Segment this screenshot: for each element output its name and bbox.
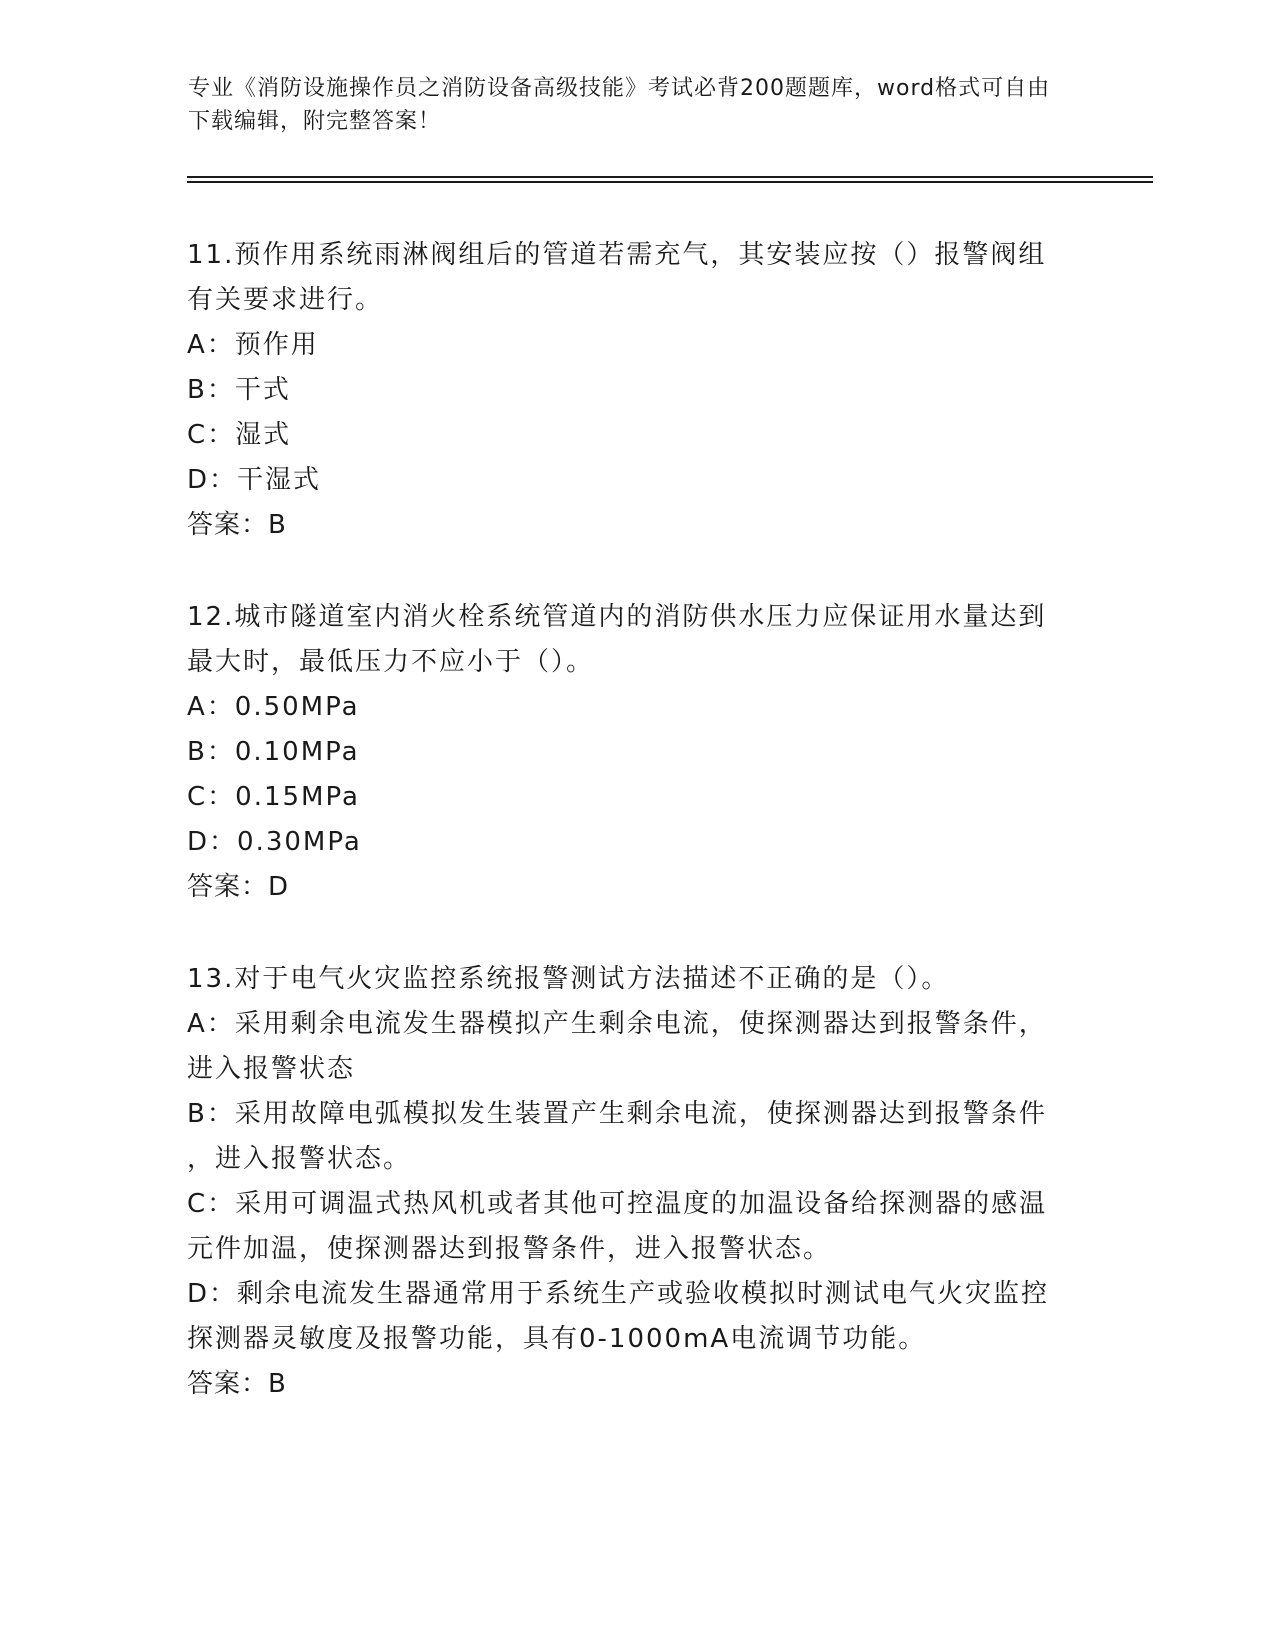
answer-value: B <box>268 1369 286 1399</box>
option-b-line-1: B：采用故障电弧模拟发生装置产生剩余电流，使探测器达到报警条件 <box>187 1099 1047 1129</box>
option-d: D：干湿式 <box>187 465 322 495</box>
answer-label: 答案： <box>187 1369 269 1399</box>
question-stem-line: 13.对于电气火灾监控系统报警测试方法描述不正确的是（）。 <box>187 964 950 994</box>
option-a: A：预作用 <box>187 330 319 360</box>
answer-label: 答案： <box>187 510 269 540</box>
option-d: D：0.30MPa <box>187 827 362 857</box>
answer-value: D <box>268 872 289 902</box>
answer-label: 答案： <box>187 872 269 902</box>
option-b: B：干式 <box>187 375 291 405</box>
question-list <box>187 233 1087 1407</box>
option-b-line-2: ，进入报警状态。 <box>187 1144 412 1174</box>
question-stem-line: 11.预作用系统雨淋阀组后的管道若需充气，其安装应按（）报警阀组 <box>187 240 1047 270</box>
answer-value: B <box>268 510 286 540</box>
option-d-line-2: 探测器灵敏度及报警功能，具有0-1000mA电流调节功能。 <box>187 1324 927 1354</box>
answer-row <box>187 865 1087 910</box>
question-stem-line: 12.城市隧道室内消火栓系统管道内的消防供水压力应保证用水量达到 <box>187 602 1047 632</box>
option-a-line-2: 进入报警状态 <box>187 1054 356 1084</box>
question-11 <box>187 233 1087 548</box>
option-a-line-1: A：采用剩余电流发生器模拟产生剩余电流，使探测器达到报警条件， <box>187 1009 1047 1039</box>
option-c: C：0.15MPa <box>187 782 360 812</box>
question-13 <box>187 957 1087 1407</box>
option-c: C：湿式 <box>187 420 292 450</box>
question-stem-line: 有关要求进行。 <box>187 285 384 315</box>
option-b: B：0.10MPa <box>187 737 360 767</box>
answer-row <box>187 1362 1087 1407</box>
question-stem-line: 最大时，最低压力不应小于（）。 <box>187 647 595 677</box>
header-divider-bottom <box>187 181 1153 183</box>
option-c-line-1: C：采用可调温式热风机或者其他可控温度的加温设备给探测器的感温 <box>187 1189 1048 1219</box>
option-d-line-1: D：剩余电流发生器通常用于系统生产或验收模拟时测试电气火灾监控 <box>187 1279 1050 1309</box>
document-header-title: 专业《消防设施操作员之消防设备高级技能》考试必背200题题库，word格式可自由下载编辑，附完整答案！ <box>188 76 1051 134</box>
answer-row <box>187 503 1087 548</box>
option-a: A：0.50MPa <box>187 692 360 722</box>
question-12 <box>187 595 1087 910</box>
option-c-line-2: 元件加温，使探测器达到报警条件，进入报警状态。 <box>187 1234 832 1264</box>
header-divider-top <box>187 176 1153 178</box>
